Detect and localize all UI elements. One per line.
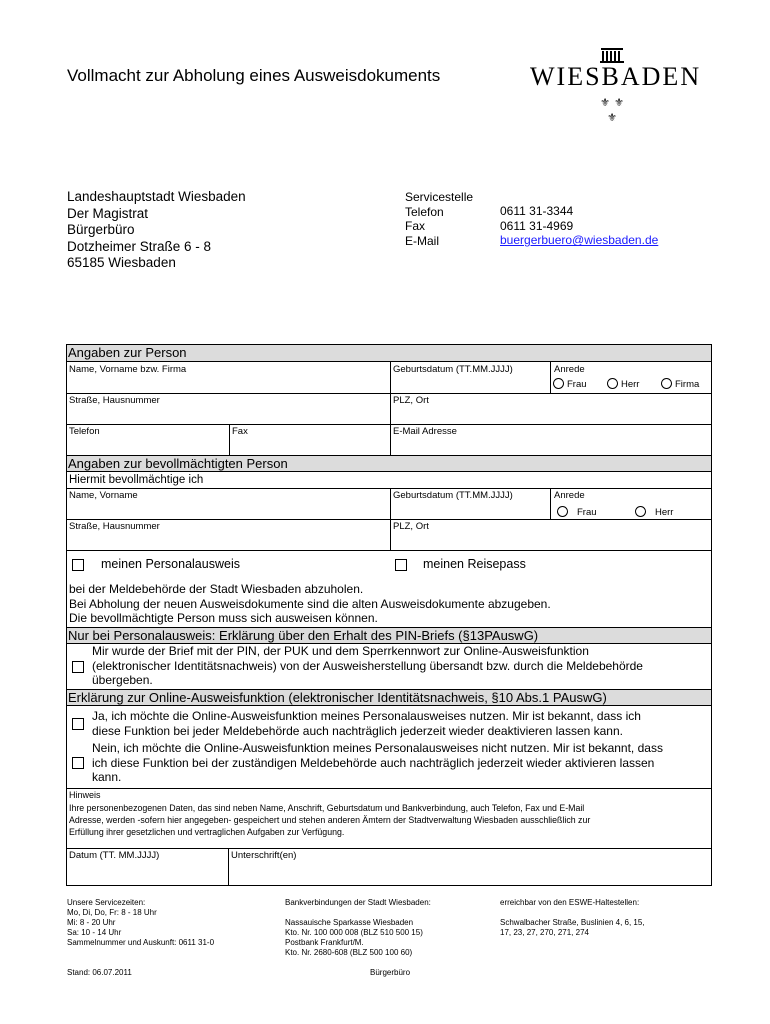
authorized-zip-label: PLZ, Ort	[393, 521, 429, 532]
service-email-link[interactable]: buergerbuero@wiesbaden.de	[500, 233, 659, 248]
authorized-birth-label: Geburtsdatum (TT.MM.JJJJ)	[393, 490, 513, 501]
recipient-address	[67, 189, 246, 272]
divider	[67, 424, 711, 425]
footer-office: Bürgerbüro	[370, 968, 411, 977]
divider	[67, 488, 711, 489]
service-labels	[405, 190, 473, 248]
online-no-line: ich diese Funktion bei der zuständigen Meldebehörde auch nachträglich jederzeit wieder aktivieren lassen	[92, 755, 655, 770]
footer-line: Kto. Nr. 100 000 008 (BLZ 510 500 15)	[285, 928, 423, 937]
svg-text:⚜: ⚜	[607, 111, 617, 124]
fleur-de-lis-icon	[528, 94, 698, 130]
authorized-salutation-label: Anrede	[554, 490, 585, 501]
person-phone-label: Telefon	[69, 426, 100, 437]
section-header-person: Angaben zur Person	[67, 345, 711, 362]
service-values	[500, 204, 658, 248]
divider	[229, 424, 230, 455]
divider	[67, 550, 711, 551]
footer-line: Sammelnummer und Auskunft: 0611 31-0	[67, 938, 215, 947]
pin-text	[92, 644, 643, 688]
signature-label: Unterschrift(en)	[231, 850, 297, 861]
hint-title: Hinweis	[69, 790, 101, 800]
footer-line: Nassauische Sparkasse Wiesbaden	[285, 918, 414, 927]
service-label: Fax	[405, 219, 426, 234]
section-header-pin: Nur bei Personalausweis: Erklärung über den Erhalt des PIN-Briefs (§13PAuswG)	[67, 627, 711, 644]
svg-text:⚜: ⚜	[614, 96, 624, 109]
footer-line: 17, 23, 27, 270, 271, 274	[500, 928, 589, 937]
documents-line: Die bevollmächtigte Person muss sich ausweisen können.	[69, 611, 378, 625]
footer-line: Schwalbacher Straße, Buslinien 4, 6, 15,	[500, 918, 645, 927]
checkbox-passport[interactable]	[395, 559, 407, 571]
divider	[67, 393, 711, 394]
online-yes-text	[92, 709, 641, 738]
person-fax-label: Fax	[232, 426, 248, 437]
online-no-line: kann.	[92, 770, 122, 784]
hint-text	[69, 802, 590, 838]
hint-line: Ihre personenbezogenen Daten, das sind neben Name, Anschrift, Geburtsdatum und Bankverbindung, auch Telefon, Fax und E-Mail	[69, 803, 585, 813]
online-yes-line: diese Funktion bei jeder Meldebehörde auch nachträglich jederzeit wieder deaktivieren lassen kann.	[92, 723, 623, 738]
service-fax: 0611 31-4969	[500, 218, 574, 233]
radio-frau[interactable]	[553, 378, 564, 389]
online-no-text	[92, 741, 663, 785]
footer-line: Kto. Nr. 2680-608 (BLZ 500 100 60)	[285, 948, 413, 957]
radio-authorized-frau-label: Frau	[577, 507, 597, 518]
footer-bus-heading: erreichbar von den ESWE-Haltestellen:	[500, 898, 640, 907]
footer-service-hours	[67, 898, 214, 948]
online-yes-line: Ja, ich möchte die Online-Ausweisfunktion meines Personalausweises nutzen. Mir ist bekannt, dass ich	[92, 709, 641, 723]
person-email-label: E-Mail Adresse	[393, 426, 457, 437]
footer-line: Sa: 10 - 14 Uhr	[67, 928, 122, 937]
documents-text	[69, 582, 551, 626]
authorized-name-label: Name, Vorname	[69, 490, 138, 501]
divider	[550, 362, 551, 393]
address-line: Der Magistrat	[67, 205, 149, 221]
id-card-label: meinen Personalausweis	[101, 557, 240, 571]
documents-line: bei der Meldebehörde der Stadt Wiesbaden abzuholen.	[69, 582, 364, 596]
divider	[550, 488, 551, 519]
checkbox-online-no[interactable]	[72, 757, 84, 769]
radio-authorized-herr[interactable]	[635, 506, 646, 517]
service-label: Telefon	[405, 204, 444, 219]
wiesbaden-logo	[528, 44, 702, 126]
date-label: Datum (TT. MM.JJJJ)	[69, 850, 160, 861]
footer-line: Mo, Di, Do, Fr: 8 - 18 Uhr	[67, 908, 157, 917]
service-phone: 0611 31-3344	[500, 204, 574, 218]
pin-line: Mir wurde der Brief mit der PIN, der PUK und dem Sperrkennwort zur Online-Ausweisfunktion	[92, 644, 589, 658]
person-name-label: Name, Vorname bzw. Firma	[69, 364, 187, 375]
divider	[67, 848, 711, 849]
divider	[67, 788, 711, 789]
address-line: Dotzheimer Straße 6 - 8	[67, 238, 212, 254]
service-heading: Servicestelle	[405, 190, 474, 204]
service-label: E-Mail	[405, 233, 440, 248]
person-birth-label: Geburtsdatum (TT.MM.JJJJ)	[393, 364, 513, 375]
footer-date: Stand: 06.07.2011	[67, 968, 132, 977]
footer-line: Unsere Servicezeiten:	[67, 898, 146, 907]
person-salutation-label: Anrede	[554, 364, 585, 375]
address-line: Bürgerbüro	[67, 222, 135, 237]
pin-line: übergeben.	[92, 673, 153, 687]
passport-label: meinen Reisepass	[423, 557, 526, 571]
radio-firma-label: Firma	[675, 379, 700, 390]
checkbox-online-yes[interactable]	[72, 718, 84, 730]
radio-authorized-frau[interactable]	[557, 506, 568, 517]
hint-line: Adresse, werden -sofern hier angegeben- gespeichert und stehen anderen Ämtern der Stadtverwaltung Wiesbaden ausschließlich zur	[69, 815, 591, 825]
footer-line: Mi: 8 - 20 Uhr	[67, 918, 116, 927]
divider	[228, 848, 229, 886]
authorization-form	[66, 344, 712, 886]
radio-authorized-herr-label: Herr	[655, 507, 674, 518]
footer-bank-heading: Bankverbindungen der Stadt Wiesbaden:	[285, 898, 431, 907]
section-header-authorized: Angaben zur bevollmächtigten Person	[67, 455, 711, 472]
page-title: Vollmacht zur Abholung eines Ausweisdokuments	[67, 66, 441, 85]
section-header-online: Erklärung zur Online-Ausweisfunktion (elektronischer Identitätsnachweis, §10 Abs.1 PAuswG)	[67, 689, 711, 706]
hint-line: Erfüllung ihrer gesetzlichen und vertraglichen Aufgaben zur Verfügung.	[69, 827, 345, 837]
checkbox-pin-received[interactable]	[72, 661, 84, 673]
documents-line: Bei Abholung der neuen Ausweisdokumente sind die alten Ausweisdokumente abzugeben.	[69, 596, 551, 611]
person-street-label: Straße, Hausnummer	[69, 395, 160, 406]
footer-bank-details	[285, 918, 423, 958]
authorized-street-label: Straße, Hausnummer	[69, 521, 160, 532]
divider	[390, 362, 391, 468]
address-line: 65185 Wiesbaden	[67, 255, 176, 270]
radio-herr[interactable]	[607, 378, 618, 389]
radio-firma[interactable]	[661, 378, 672, 389]
divider	[67, 519, 711, 520]
logo-text: WIESBADEN	[530, 62, 702, 91]
radio-frau-label: Frau	[567, 379, 587, 390]
checkbox-id-card[interactable]	[72, 559, 84, 571]
footer-line: Postbank Frankfurt/M.	[285, 938, 364, 947]
footer-bus-stops	[500, 918, 645, 938]
svg-text:⚜: ⚜	[600, 96, 610, 109]
authorized-intro: Hiermit bevollmächtige ich	[69, 474, 204, 486]
person-zip-label: PLZ, Ort	[393, 395, 429, 406]
address-line: Landeshauptstadt Wiesbaden	[67, 189, 246, 204]
pin-line: (elektronischer Identitätsnachweis) von der Ausweisherstellung übersandt bzw. durch die Meldebehörde	[92, 658, 643, 673]
online-no-line: Nein, ich möchte die Online-Ausweisfunktion meines Personalausweises nicht nutzen. Mir ist bekannt, dass	[92, 741, 663, 755]
radio-herr-label: Herr	[621, 379, 640, 390]
